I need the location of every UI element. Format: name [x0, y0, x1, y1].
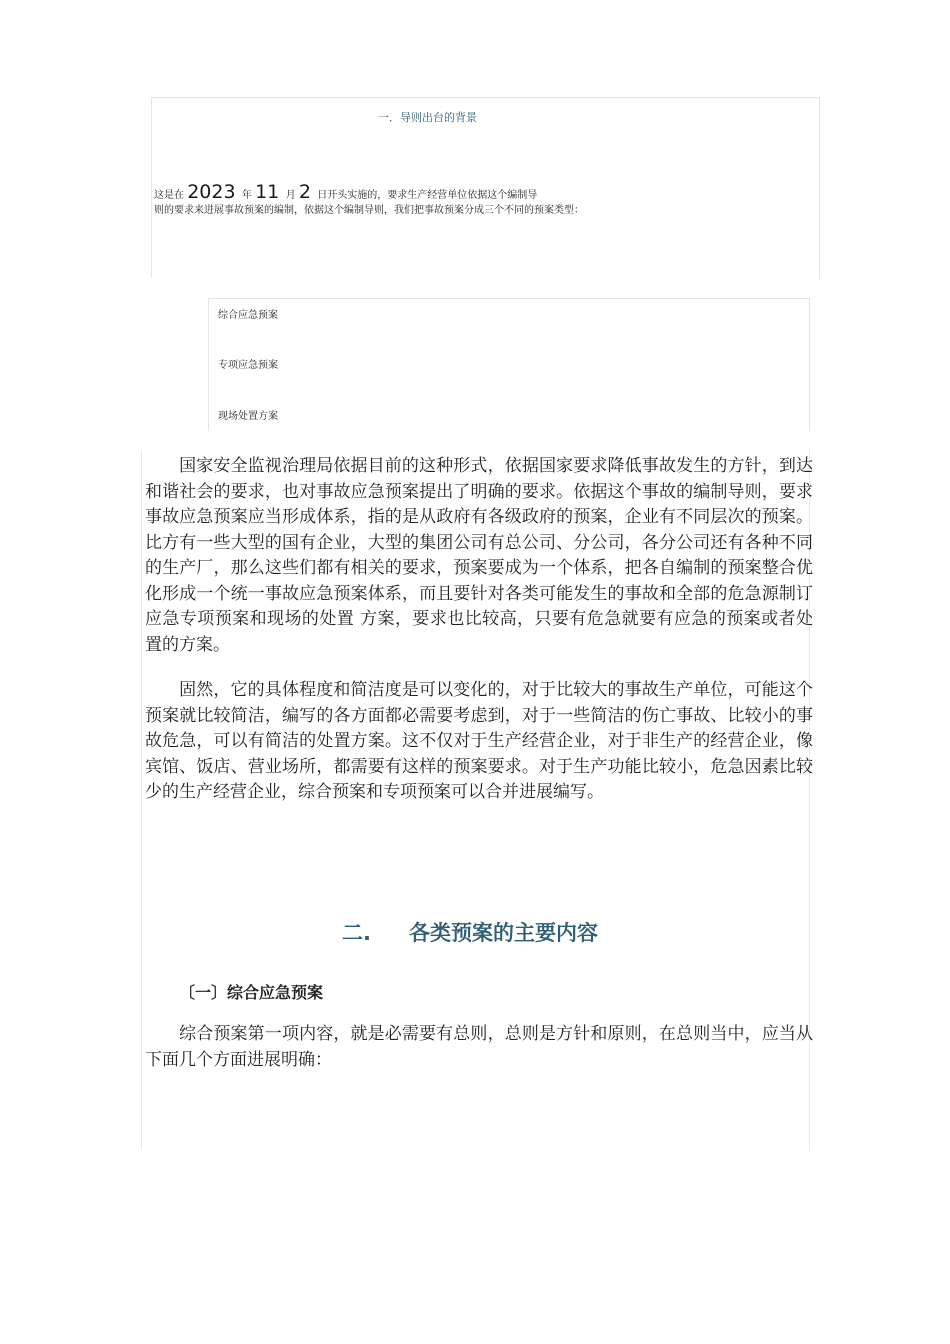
intro-year-unit: 年	[241, 190, 252, 201]
body-paragraph-2	[145, 678, 813, 806]
plan-type-onsite: 现场处置方案	[218, 411, 278, 422]
body-paragraph-2-text: 固然，它的具体程度和简洁度是可以变化的，对于比较大的事故生产单位，可能这个预案就比较简洁，编写的各方面都必需要考虑到，对于一些简洁的伤亡事故、比较小的事故危急，可以有简洁的处置方案。这不仅对于生产经营企业，对于非生产的经营企业，像宾馆、饭店、营业场所，都需要有这样的预案要求。对于生产功能比较小，危急因素比较少的生产经营企业，综合预案和专项预案可以合并进展编写。	[145, 680, 813, 802]
section1-intro	[154, 183, 814, 217]
section1-heading: 一．导则出台的背景	[378, 111, 477, 124]
body-paragraph-1	[145, 454, 813, 658]
intro-line-2: 则的要求来进展事故预案的编制，依据这个编制导则，我们把事故预案分成三个不同的预案类型：	[154, 205, 584, 216]
intro-line1-rest: 日开头实施的，要求生产经营单位依据这个编制导	[317, 190, 538, 201]
body-paragraph-1-text: 国家安全监视治理局依据目前的这种形式，依据国家要求降低事故发生的方针，到达和谐社会的要求，也对事故应急预案提出了明确的要求。依据这个事故的编制导则，要求事故应急预案应当形成体系，指的是从政府有各级政府的预案，企业有不同层次的预案。比方有一些大型的国有企业，大型的集团公司有总公司、分公司，各分公司还有各种不同的生产厂，那么这些们都有相关的要求，预案要成为一个体系，把各自编制的预案整合优化形成一个统一事故应急预案体系，而且要针对各类可能发生的事故和全部的危急源制订应急专项预案和现场的处置 方案，要求也比较高，只要有危急就要有应急的预案或者处置的方案。	[145, 456, 813, 655]
body-paragraph-3-text: 综合预案第一项内容，就是必需要有总则，总则是方针和原则，在总则当中，应当从下面几个方面进展明确：	[145, 1024, 813, 1070]
plan-types-box	[208, 298, 810, 431]
intro-line-1	[154, 183, 814, 205]
section2-title-text: 各类预案的主要内容	[408, 921, 598, 945]
intro-day: 2	[298, 181, 311, 203]
section2-number: 二.	[342, 921, 371, 945]
intro-prefix: 这是在	[154, 190, 184, 201]
subsection1-title: 〔一〕综合应急预案	[179, 983, 324, 1002]
background-section-box	[151, 97, 820, 278]
section2-title	[342, 917, 598, 947]
plan-type-special: 专项应急预案	[218, 360, 278, 371]
intro-year: 2023	[187, 181, 236, 203]
body-paragraph-3	[145, 1022, 813, 1073]
intro-month: 11	[255, 181, 280, 203]
body-section-box	[141, 450, 813, 1150]
intro-month-unit: 月	[285, 190, 296, 201]
plan-type-comprehensive: 综合应急预案	[218, 310, 278, 321]
